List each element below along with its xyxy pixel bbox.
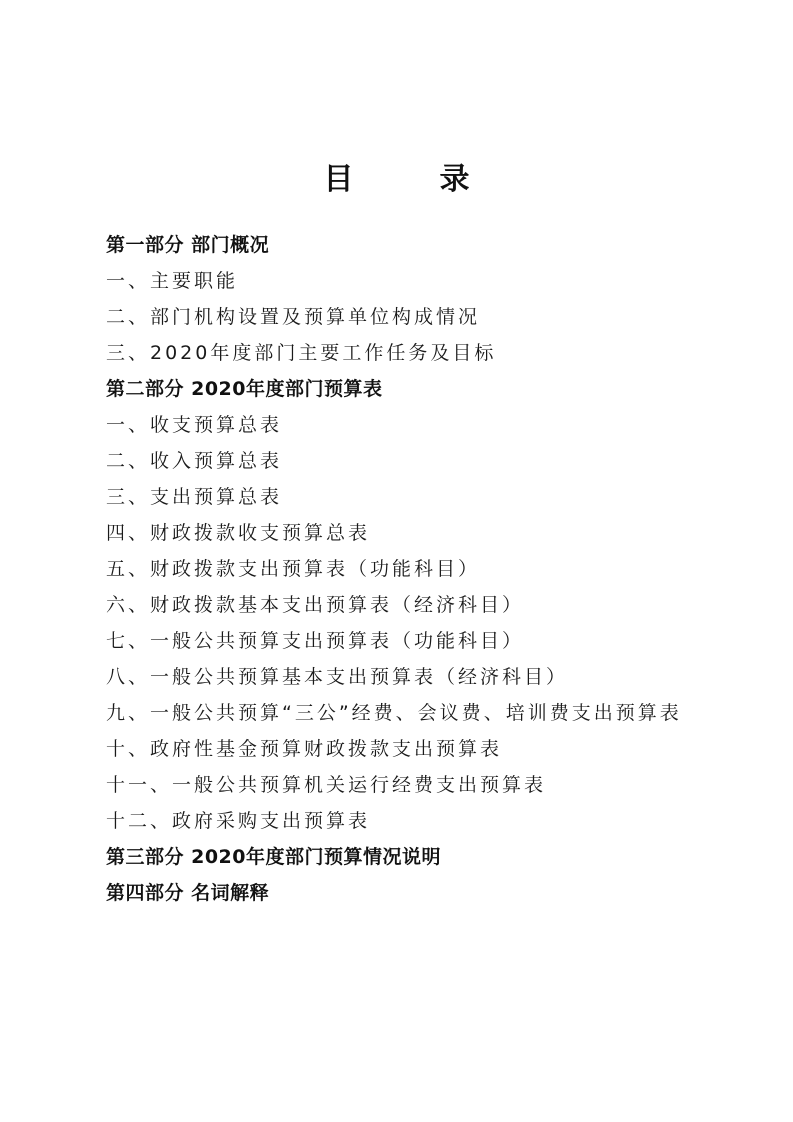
toc-list: [106, 227, 746, 911]
toc-entry: 三、支出预算总表: [106, 486, 283, 508]
toc-part-heading: 第二部分 2020年度部门预算表: [106, 378, 383, 400]
toc-entry: 六、财政拨款基本支出预算表（经济科目）: [106, 594, 525, 616]
toc-part-heading: 第一部分 部门概况: [106, 234, 270, 256]
toc-title: 目 录: [323, 162, 498, 197]
toc-entry: 一、主要职能: [106, 270, 239, 292]
toc-entry: 二、收入预算总表: [106, 450, 283, 472]
toc-entry: 十、政府性基金预算财政拨款支出预算表: [106, 738, 503, 760]
toc-entry: 一、收支预算总表: [106, 414, 283, 436]
toc-entry: 二、部门机构设置及预算单位构成情况: [106, 306, 481, 328]
toc-entry: 九、一般公共预算“三公”经费、会议费、培训费支出预算表: [106, 702, 682, 724]
toc-entry: 四、财政拨款收支预算总表: [106, 522, 371, 544]
toc-entry: 三、2020年度部门主要工作任务及目标: [106, 342, 497, 364]
toc-entry: 八、一般公共预算基本支出预算表（经济科目）: [106, 666, 569, 688]
toc-entry: 十二、政府采购支出预算表: [106, 810, 371, 832]
toc-entry: 五、财政拨款支出预算表（功能科目）: [106, 558, 481, 580]
toc-part-heading: 第三部分 2020年度部门预算情况说明: [106, 846, 441, 868]
toc-part-heading: 第四部分 名词解释: [106, 882, 270, 904]
toc-entry: 七、一般公共预算支出预算表（功能科目）: [106, 630, 525, 652]
toc-entry: 十一、一般公共预算机关运行经费支出预算表: [106, 774, 547, 796]
